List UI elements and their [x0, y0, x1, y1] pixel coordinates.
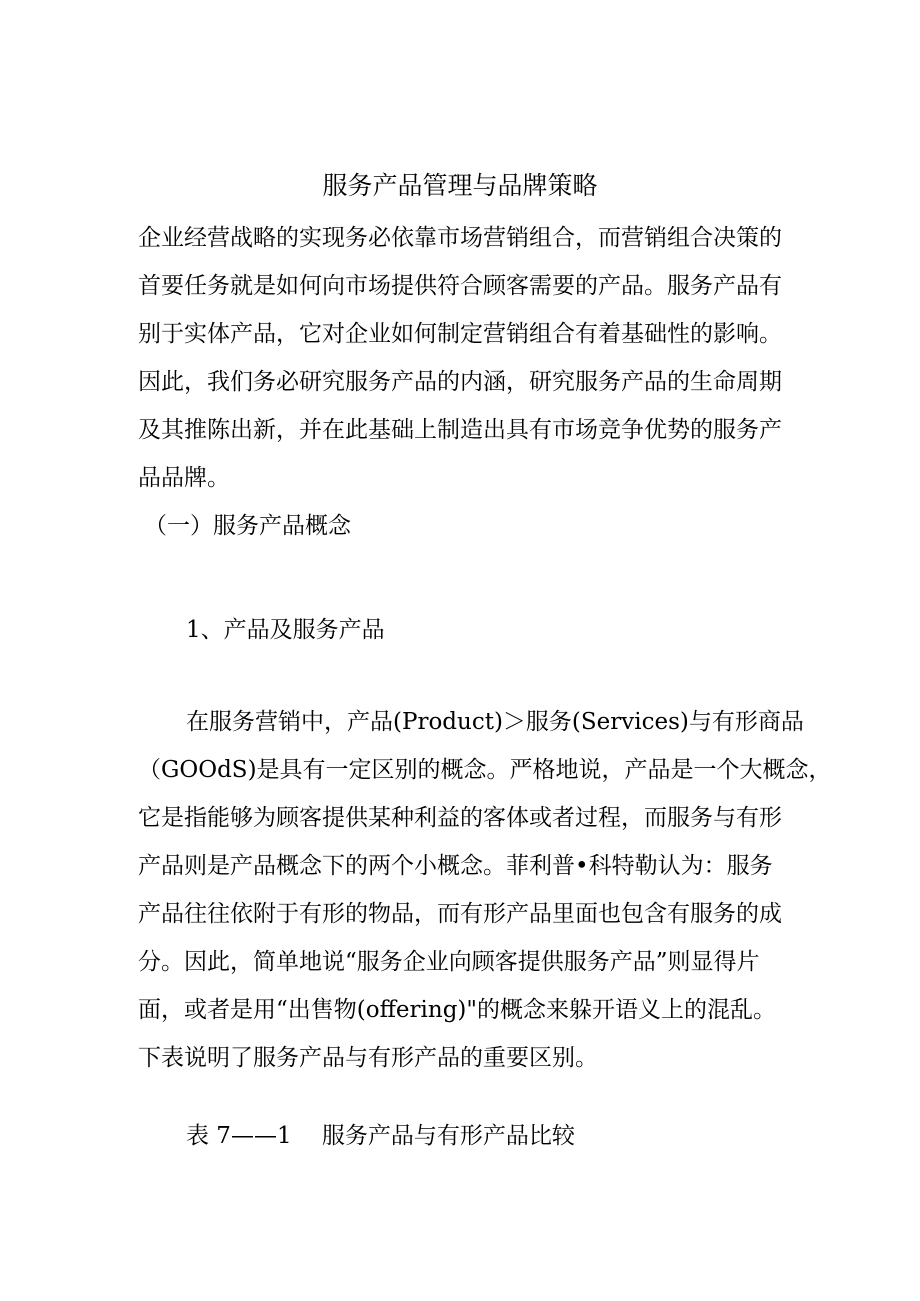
body-line-1: 在服务营销中，产品(Product)＞服务(Services)与有形商品 [186, 709, 804, 735]
intro-line-1: 企业经营战略的实现务必依靠市场营销组合，而营销组合决策的 [138, 225, 782, 251]
intro-line-2: 首要任务就是如何向市场提供符合顾客需要的产品。服务产品有 [138, 273, 782, 299]
body-line-4: 产品则是产品概念下的两个小概念。菲利普•科特勒认为：服务 [138, 853, 773, 879]
section-heading: （一）服务产品概念 [144, 513, 351, 539]
body-line-2: （GOOdS)是具有一定区别的概念。严格地说，产品是一个大概念， [138, 757, 832, 783]
body-line-8: 下表说明了服务产品与有形产品的重要区别。 [138, 1045, 598, 1071]
intro-line-6: 品品牌。 [138, 465, 230, 491]
table-caption: 表 7——1 服务产品与有形产品比较 [186, 1123, 575, 1149]
intro-line-3: 别于实体产品，它对企业如何制定营销组合有着基础性的影响。 [138, 321, 782, 347]
intro-line-5: 及其推陈出新，并在此基础上制造出具有市场竞争优势的服务产 [138, 417, 782, 443]
page-title: 服务产品管理与品牌策略 [322, 171, 598, 200]
body-line-3: 它是指能够为顾客提供某种利益的客体或者过程，而服务与有形 [138, 805, 782, 831]
body-line-5: 产品往往依附于有形的物品，而有形产品里面也包含有服务的成 [138, 901, 782, 927]
body-line-7: 面，或者是用“出售物(offering)"的概念来躲开语义上的混乱。 [138, 997, 776, 1023]
intro-line-4: 因此，我们务必研究服务产品的内涵，研究服务产品的生命周期 [138, 369, 782, 395]
body-line-6: 分。因此，简单地说“服务企业向顾客提供服务产品”则显得片 [138, 949, 760, 975]
subsection-heading: 1、产品及服务产品 [186, 617, 385, 643]
